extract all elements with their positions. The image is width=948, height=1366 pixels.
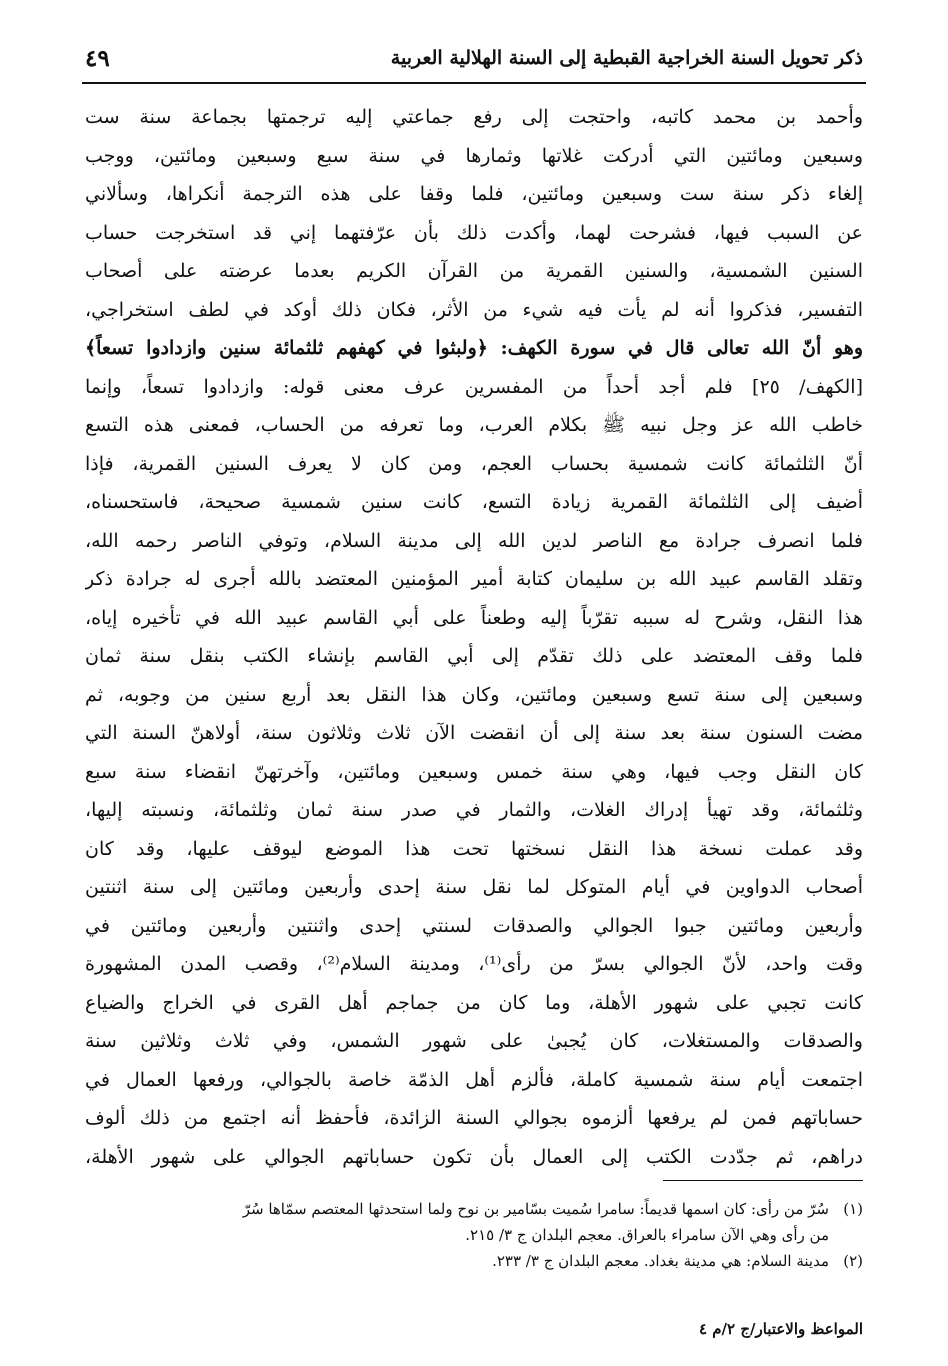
footnote-number: (٢) [843,1252,863,1270]
text-line: وأربعين ومائتين جبوا الجوالي والصدقات لسنتي إحدى واثنتين وأربعين ومائتين في [85,914,863,937]
header-title: ذكر تحويل السنة الخراجية القبطية إلى السنة الهلالية العربية [390,47,863,69]
text-line: أضيف إلى الثلثمائة القمرية زيادة التسع، كانت سنين شمسية صحيحة، فاستحسناه، [85,491,863,513]
text-line: وقد عملت نسخة هذا النقل نسختها تحت هذا الموضع ليوقف عليها، وقد كان [85,837,863,860]
text-line: إلغاء ذكر سنة ست وسبعين ومائتين، فلما وقفا على هذه الترجمة أنكراها، وسألاني [85,183,863,205]
text-line: أصحاب الدواوين في أيام المتوكل لما نقل سنة إحدى وأربعين ومائتين إلى سنة اثنتين [85,876,863,898]
footnote-text [80,1196,829,1248]
volume-signature: المواعظ والاعتبار/ج ٢/م ٤ [698,1320,863,1338]
body-text [85,98,863,1176]
text-line: وأحمد بن محمد كاتبه، واحتجت إلى رفع جماعتي إليه ترجمتها بجماعة سنة ست [85,106,863,128]
footnote-2 [80,1248,863,1274]
text-line: كانت تجبي على شهور الأهلة، وما كان من جماجم أهل القرى في الخراج والضياع [85,991,863,1014]
footnote-divider [663,1180,863,1181]
text-line: اجتمعت أيام سنة شمسية كاملة، فألزم أهل الذمّة خاصة بالجوالي، ورفعها العمال في [85,1068,863,1091]
footnotes [80,1196,863,1274]
text-line: وقت واحد، لأنّ الجوالي بسرّ من رأى⁽¹⁾، ومدينة السلام⁽²⁾، وقصب المدن المشهورة [85,953,863,975]
text-line: حساباتهم فمن لم يرفعها ألزموه بجوالي السنة الزائدة، فأحفظ أنه اجتمع من ذلك ألوف [85,1107,863,1129]
footnote-1 [80,1196,863,1248]
text-line: وتقلد القاسم عبيد الله بن سليمان كتابة أمير المؤمنين المعتضد بالله أجرى له جرادة ذكر [85,568,863,590]
text-line: التفسير، فذكروا أنه لم يأت فيه شيء من الأثر، فكان ذلك أوكد في لطف استخراجي، [85,298,863,321]
text-line: كان النقل وجب فيها، وهي سنة خمس وسبعين ومائتين، وآخرتهنّ انقضاء سنة سبع [85,760,863,783]
header-divider [82,82,866,84]
text-line: مضت السنون سنة بعد سنة إلى أن انقضت الآن ثلاث وثلاثون سنة، أولاهنّ السنة التي [85,722,863,744]
text-line: هذا النقل، وشرح له سببه تقرّباً إليه وطعناً على أبي القاسم عبيد الله في تأخيره إياه، [85,606,863,629]
text-line: والصدقات والمستغلات، كان يُجبىٰ على شهور الشمس، وفي ثلاث وثلاثين سنة [85,1030,863,1052]
footnote-line: سُرّ من رأى: كان اسمها قديماً: سامرا سُميت بسّامير بن نوح ولما استحدثها المعتصم سمّاها سُرّ [242,1200,829,1218]
text-line: وسبعين ومائتين التي أدركت غلاتها وثمارها في سنة سبع وسبعين ومائتين، ووجب [85,144,863,167]
text-line: دراهم، ثم جدّدت الكتب إلى العمال بأن تكون حساباتهم الجوالي على شهور الأهلة، [85,1145,863,1168]
footnote-line: مدينة السلام: هي مدينة بغداد. معجم البلدان ج ٣/ ٢٣٣. [492,1252,829,1270]
running-header [85,40,863,76]
text-line: خاطب الله عز وجل نبيه ﷺ بكلام العرب، وما تعرفه من الحساب، فمعنى هذه التسع [85,414,863,436]
text-line: السنين الشمسية، والسنين القمرية من القرآن الكريم بعدما عرضته على أصحاب [85,260,863,282]
text-line: فلما وقف المعتضد على ذلك تقدّم إلى أبي القاسم بإنشاء الكتب بنقل سنة ثمان [85,645,863,667]
text-line: وسبعين إلى سنة تسع وسبعين ومائتين، وكان هذا النقل بعد أربع سنين من وجوبه، ثم [85,683,863,706]
footnote-number: (١) [843,1200,863,1218]
text-line: عن السبب فيها، فشرحت لهما، وأكدت ذلك بأن عرّفتهما إني قد استخرجت حساب [85,221,863,244]
text-line: فلما انصرف جرادة مع الناصر لدين الله إلى مدينة السلام، وتوفي الناصر رحمه الله، [85,529,863,552]
page-number: ٤٩ [85,44,110,72]
text-line: أنّ الثلثمائة كانت شمسية بحساب العجم، ومن كان لا يعرف السنين القمرية، فإذا [85,452,863,475]
quran-verse-line: وهو أنّ الله تعالى قال في سورة الكهف: ﴿ولبثوا في كهفهم ثلثمائة سنين وازدادوا تسعاً﴾ [85,337,863,359]
text-line: وثلثمائة، وقد تهيأ إدراك الغلات، والثمار في صدر سنة ثمان وثلثمائة، ونسبته إليها، [85,799,863,821]
text-line: [الكهف/ ٢٥] فلم أجد أحداً من المفسرين عرف معنى قوله: وازدادوا تسعاً، وإنما [85,375,863,398]
footnote-line: من رأى وهي الآن سامراء بالعراق. معجم البلدان ج ٣/ ٢١٥. [465,1226,829,1244]
footnote-text [80,1248,829,1274]
